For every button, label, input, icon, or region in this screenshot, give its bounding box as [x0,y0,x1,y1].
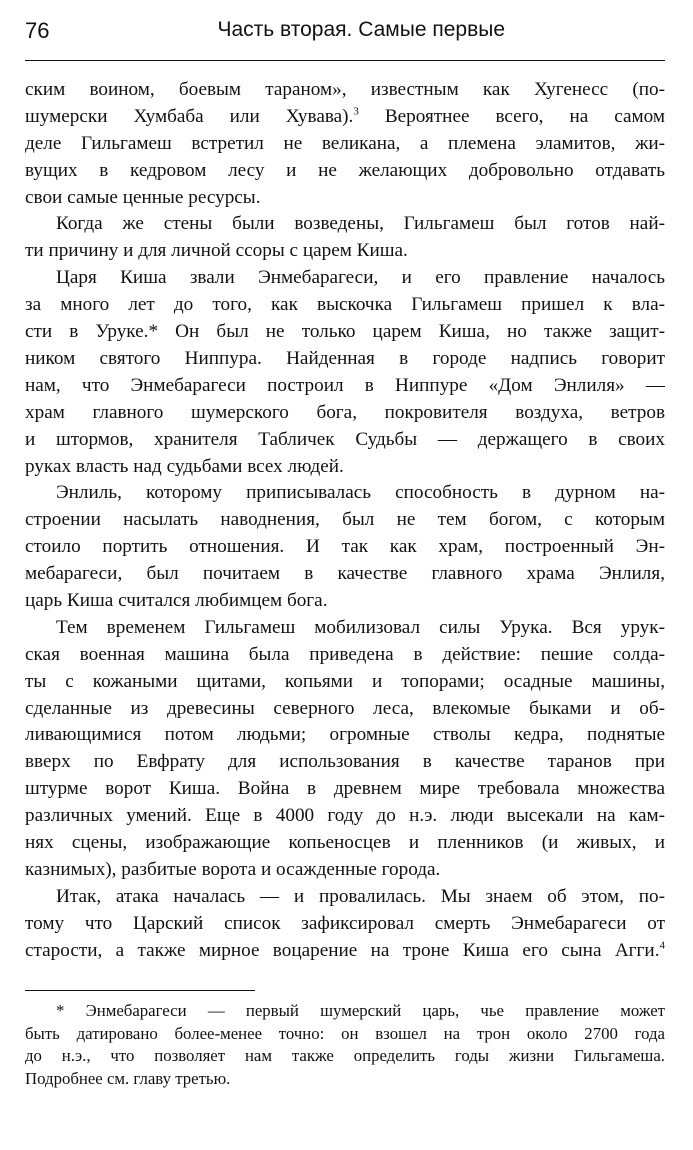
text-line: шумерски Хумбаба или Хувава).$^3$ Вероятнее всего, на самом [25,105,665,127]
text-line: ты с кожаными щитами, копьями и топорами; осадные машины, [25,670,665,692]
paragraph-1 [25,77,665,211]
text-line: Когда же стены были возведены, Гильгамеш был готов най- [56,213,665,235]
text-line: ти причину и для личной ссоры с царем Киша. [25,240,408,262]
paragraph-5 [25,615,665,884]
text-line: Энлиль, которому приписывалась способность в дурном на- [56,482,665,504]
footnote-line: Подробнее см. главу третью. [25,1068,231,1088]
paragraph-2 [25,211,665,265]
footnote-rule [25,990,255,991]
text-line: царь Киша считался любимцем бога. [25,589,328,611]
text-line: тому что Царский список зафиксировал смерть Энмебарагеси от [25,912,665,934]
text-line: ливающимися потом людьми; огромные стволы кедра, поднятые [25,724,665,746]
header-rule [25,60,665,61]
text-line: Тем временем Гильгамеш мобилизовал силы Урука. Вся урук- [56,616,665,638]
text-line: вущих в кедровом лесу и не желающих добровольно отдавать [25,159,665,181]
text-line: и штормов, хранителя Табличек Судьбы — держащего в своих [25,428,665,450]
page-header [25,18,665,58]
paragraph-4 [25,480,665,614]
text-line: различных умений. Еще в 4000 году до н.э. люди высекали на кам- [25,805,665,827]
text-line: нам, что Энмебарагеси построил в Ниппуре «Дом Энлиля» — [25,374,665,396]
text-line: деле Гильгамеш встретил не великана, а племена эламитов, жи- [25,132,665,154]
text-line: вверх по Евфрату для использования в качестве таранов при [25,751,665,773]
text-line: мебарагеси, был почитаем в качестве главного храма Энлиля, [25,563,665,585]
text-line: сти в Уруке.* Он был не только царем Киша, но также защит- [25,321,665,343]
footnote [25,1000,665,1090]
footnote-line: быть датировано более-менее точно: он взошел на трон около 2700 года [25,1023,665,1043]
text-line: храм главного шумерского бога, покровителя воздуха, ветров [25,401,665,423]
page-number: 76 [25,18,50,43]
paragraph-6 [25,884,665,965]
text-line: ником святого Ниппура. Найденная в городе надпись говорит [25,347,665,369]
body-text [25,77,665,964]
footnote-ref-4: 4 [659,939,665,952]
text-line: старости, а также мирное воцарение на троне Киша его сына Агги.$^4$ [25,939,665,961]
footnote-line: до н.э., что позволяет нам также определить годы жизни Гильгамеша. [25,1046,665,1065]
text-line: стоило портить отношения. И так как храм, построенный Эн- [25,536,665,558]
text-line: свои самые ценные ресурсы. [25,186,261,208]
text-line: ская военная машина была приведена в действие: пешие солда- [25,643,665,665]
footnote-ref-3: 3 [353,105,359,118]
text-line: Итак, атака началась — и провалилась. Мы знаем об этом, по- [56,885,665,907]
text-line: штурме ворот Киша. Война в древнем мире требовала множества [25,778,665,800]
footnote-line: * Энмебарагеси — первый шумерский царь, чье правление может [56,1001,665,1020]
paragraph-3 [25,265,665,480]
text-line: руках власть над судьбами всех людей. [25,455,344,477]
text-line: Царя Киша звали Энмебарагеси, и его правление началось [56,267,665,289]
text-line: нях сцены, изображающие копьеносцев и пленников (и живых, и [25,832,665,853]
text-line: сделанные из древесины северного леса, влекомые быками и об- [25,697,665,719]
text-line: строении насылать наводнения, был не тем богом, с которым [25,509,665,531]
text-line: казнимых), разбитые ворота и осажденные города. [25,858,441,880]
running-head: Часть вторая. Самые первые [217,18,505,41]
text-line: за много лет до того, как выскочка Гильгамеш пришел к вла- [25,294,665,316]
text-line: ским воином, боевым тараном», известным как Хугенесс (по- [25,79,665,100]
